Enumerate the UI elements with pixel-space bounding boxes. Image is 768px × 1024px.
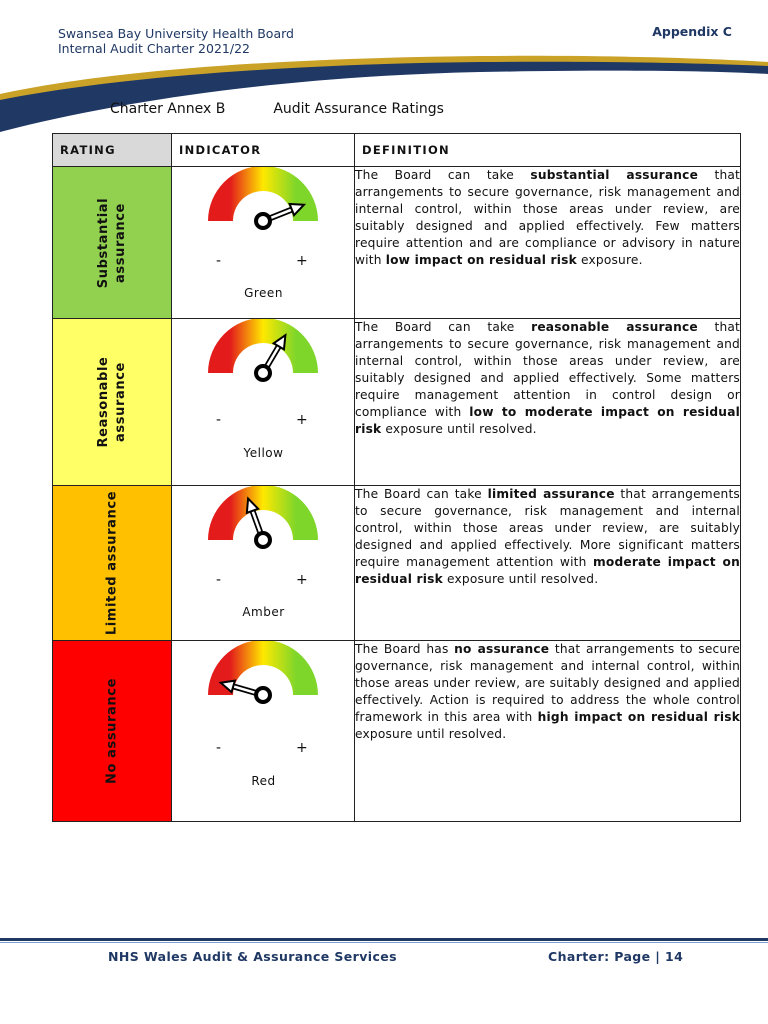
rating-label-line1: No assurance (104, 677, 120, 785)
definition-emphasis: limited assurance (487, 487, 615, 501)
annex-label: Charter Annex B (110, 101, 226, 117)
minus-sign: - (216, 572, 222, 588)
indicator-column-header: INDICATOR (172, 134, 355, 167)
rating-label (95, 197, 129, 287)
gauge-icon (206, 167, 321, 242)
definition-cell (355, 319, 741, 486)
definition-text: The Board can take (355, 320, 532, 334)
definition-emphasis: no assurance (454, 642, 550, 656)
rating-label-line2: assurance (113, 202, 128, 283)
gauge-hub (256, 533, 270, 547)
table-row (53, 167, 741, 319)
gauge-hub (256, 366, 270, 380)
minus-sign: - (216, 253, 222, 269)
definition-text: The Board can take (355, 487, 488, 501)
rating-cell (53, 641, 172, 822)
gauge-hub (256, 214, 270, 228)
indicator-label: Amber (242, 605, 285, 619)
plus-sign: + (296, 740, 308, 756)
minus-sign: - (216, 412, 222, 428)
table-header-row (53, 134, 741, 167)
footer-rule-thin (0, 942, 768, 943)
gauge-icon (206, 319, 321, 394)
rating-label-line1: Limited assurance (104, 490, 120, 636)
definition-text: that arrangements to secure governance, risk management and internal control, within those areas under review, are suitably designed and applied effectively. More significant matters require management attention with (355, 487, 740, 569)
gauge-hub (256, 688, 270, 702)
assurance-ratings-table (52, 133, 741, 822)
annex-title (110, 101, 444, 117)
gauge-needle-shaft-inner (267, 346, 279, 367)
definition-text: The Board can take (355, 168, 531, 182)
plus-sign: + (296, 412, 308, 428)
gauge-icon (206, 486, 321, 561)
indicator-label: Red (251, 774, 276, 788)
definition-emphasis: low to moderate impact on residual risk (355, 405, 740, 436)
indicator-label: Yellow (243, 446, 284, 460)
footer-organisation: NHS Wales Audit & Assurance Services (108, 949, 397, 964)
footer-page-number: Charter: Page | 14 (548, 949, 684, 964)
definition-emphasis: reasonable assurance (531, 320, 698, 334)
rating-label-line1: Substantial (96, 197, 111, 288)
rating-column-header: RATING (53, 134, 172, 167)
definition-cell (355, 167, 741, 319)
definition-emphasis: high impact on residual risk (537, 710, 740, 724)
rating-label (95, 357, 129, 448)
definition-cell (355, 641, 741, 822)
definition-cell (355, 486, 741, 641)
plus-sign: + (296, 253, 308, 269)
minus-sign: - (216, 740, 222, 756)
rating-label (104, 491, 121, 635)
rating-cell (53, 319, 172, 486)
definition-column-header: DEFINITION (355, 134, 741, 167)
table-row (53, 641, 741, 822)
definition-text: that arrangements to secure governance, risk management and internal control, within those areas under review, are suitably designed and applied effectively. Action is required to address the whole control framework in this area with (355, 642, 740, 724)
rating-cell (53, 167, 172, 319)
definition-text: exposure until resolved. (355, 727, 507, 741)
indicator-cell (172, 167, 355, 319)
indicator-cell (172, 486, 355, 641)
annex-heading: Audit Assurance Ratings (273, 101, 444, 117)
rating-cell (53, 486, 172, 641)
indicator-cell (172, 319, 355, 486)
plus-sign: + (296, 572, 308, 588)
rating-label (104, 678, 121, 784)
indicator-label: Green (244, 286, 283, 300)
footer-rule (0, 938, 768, 941)
definition-text: exposure until resolved. (381, 422, 537, 436)
rating-label-line2: assurance (113, 362, 128, 442)
definition-text: that arrangements to secure governance, risk management and internal control, within those areas under review, are suitably designed and applied effectively. Some matters require management attention in control design or compliance with (355, 320, 741, 419)
table-row (53, 319, 741, 486)
definition-text: that arrangements to secure governance, risk management and internal control, within those areas under review, are suitably designed and applied effectively. Few matters require attention and are compliance or advisory in nature with (355, 168, 741, 267)
definition-text: exposure until resolved. (442, 572, 599, 586)
org-name: Swansea Bay University Health Board (58, 26, 294, 41)
definition-emphasis: substantial assurance (530, 168, 699, 182)
rating-label-line1: Reasonable (96, 356, 111, 448)
document-title: Internal Audit Charter 2021/22 (58, 41, 250, 56)
gauge-icon (206, 641, 321, 716)
definition-emphasis: moderate impact on residual risk (355, 555, 740, 586)
definition-text: The Board has (355, 642, 455, 656)
definition-emphasis: low impact on residual risk (385, 253, 577, 267)
table-row (53, 486, 741, 641)
indicator-cell (172, 641, 355, 822)
definition-text: exposure. (576, 253, 643, 267)
appendix-label: Appendix C (652, 24, 732, 39)
